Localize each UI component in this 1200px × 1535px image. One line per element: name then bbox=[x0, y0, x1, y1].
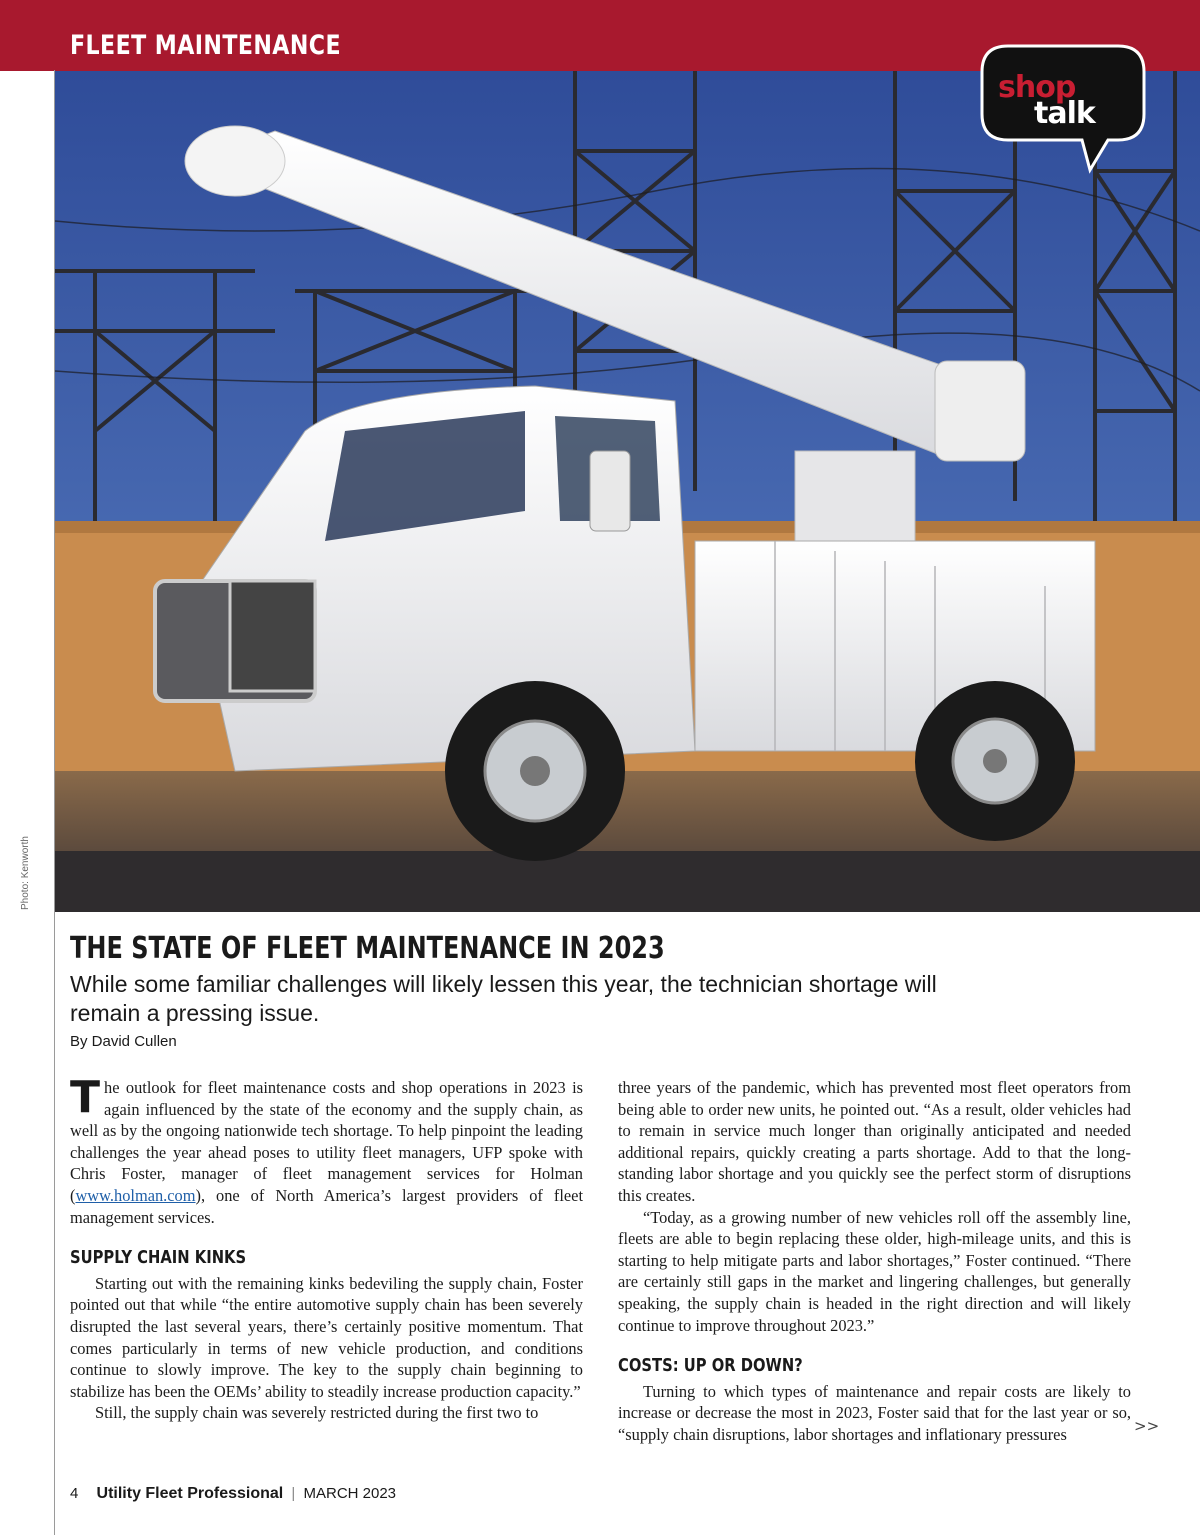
today-paragraph: “Today, as a growing number of new vehicles roll off the assembly line, fleets are able to begin replacing these older, high-mileage units, and this is starting to help mitigate parts and labor shortages,” Foster continued. “There are certainly still gaps in the market and lingering challenges, but generally speaking, the supply chain is headed in the right direction and will likely continue to improve throughout 2023.” bbox=[618, 1207, 1131, 1335]
article-byline: By David Cullen bbox=[70, 1033, 177, 1050]
hero-photo bbox=[55, 71, 1200, 912]
article-deck: While some familiar challenges will likely lessen this year, the technician shortage will remain a pressing issue. bbox=[70, 971, 937, 1026]
page-footer bbox=[70, 1485, 396, 1503]
continued-paragraph: three years of the pandemic, which has prevented most fleet operators from being able to order new units, he pointed out. “As a result, older vehicles had to remain in service much longer than originally anticipated and needed additional repairs, quickly creating a parts shortage. Add to that the long-standing labor shortage and you quickly see the perfect storm of disruptions this creates. bbox=[618, 1078, 1131, 1205]
drop-cap: T bbox=[70, 1072, 101, 1123]
issue-date: MARCH 2023 bbox=[303, 1485, 397, 1502]
badge-word-talk: talk bbox=[1034, 96, 1095, 131]
intro-paragraph bbox=[70, 1072, 583, 1228]
holman-link[interactable]: www.holman.com bbox=[75, 1185, 196, 1205]
subhead-supply-chain: SUPPLY CHAIN KINKS bbox=[70, 1247, 247, 1269]
photo-credit: Photo: Kenworth bbox=[20, 836, 31, 910]
article-column-right bbox=[618, 1077, 1131, 1446]
bucket-truck-illustration bbox=[55, 71, 1200, 912]
intro-text-end: ), one of North America’s largest providers of fleet management services. bbox=[70, 1185, 583, 1227]
article-column-left bbox=[70, 1072, 583, 1424]
article-headline: THE STATE OF FLEET MAINTENANCE IN 2023 bbox=[70, 931, 665, 966]
intro-text: he outlook for fleet maintenance costs and shop operations in 2023 is again influenced by the state of the economy and the supply chain, as well as by the ongoing nationwide tech shortage. To help pinpoint the leading challenges the year ahead poses to utility fleet managers, UFP spoke with Chris Foster, manager of fleet management services for Holman ( bbox=[70, 1078, 583, 1205]
section-label: FLEET MAINTENANCE bbox=[70, 30, 341, 61]
page-number: 4 bbox=[70, 1485, 79, 1502]
badge-word-shop: shop bbox=[998, 70, 1076, 105]
continue-arrow-icon: >> bbox=[1134, 1417, 1160, 1435]
supply-chain-paragraph-1: Starting out with the remaining kinks bedeviling the supply chain, Foster pointed out that while “the entire automotive supply chain has been severely disrupted the last several years, there’s certainly positive momentum. That comes particularly in terms of new vehicle production, and conditions continue to slowly improve. The key to the supply chain beginning to stabilize has been the OEMs’ ability to steadily increase production capacity.” bbox=[70, 1273, 583, 1401]
supply-chain-paragraph-2: Still, the supply chain was severely restricted during the first two to bbox=[95, 1403, 539, 1423]
subhead-costs: COSTS: UP OR DOWN? bbox=[618, 1355, 803, 1377]
costs-paragraph: Turning to which types of maintenance and repair costs are likely to increase or decrease the most in 2023, Foster said that for the last year or so, “supply chain disruptions, labor shortages and inflationary pressures bbox=[618, 1381, 1131, 1444]
footer-separator: | bbox=[291, 1485, 296, 1502]
publication-name: Utility Fleet Professional bbox=[96, 1485, 284, 1502]
